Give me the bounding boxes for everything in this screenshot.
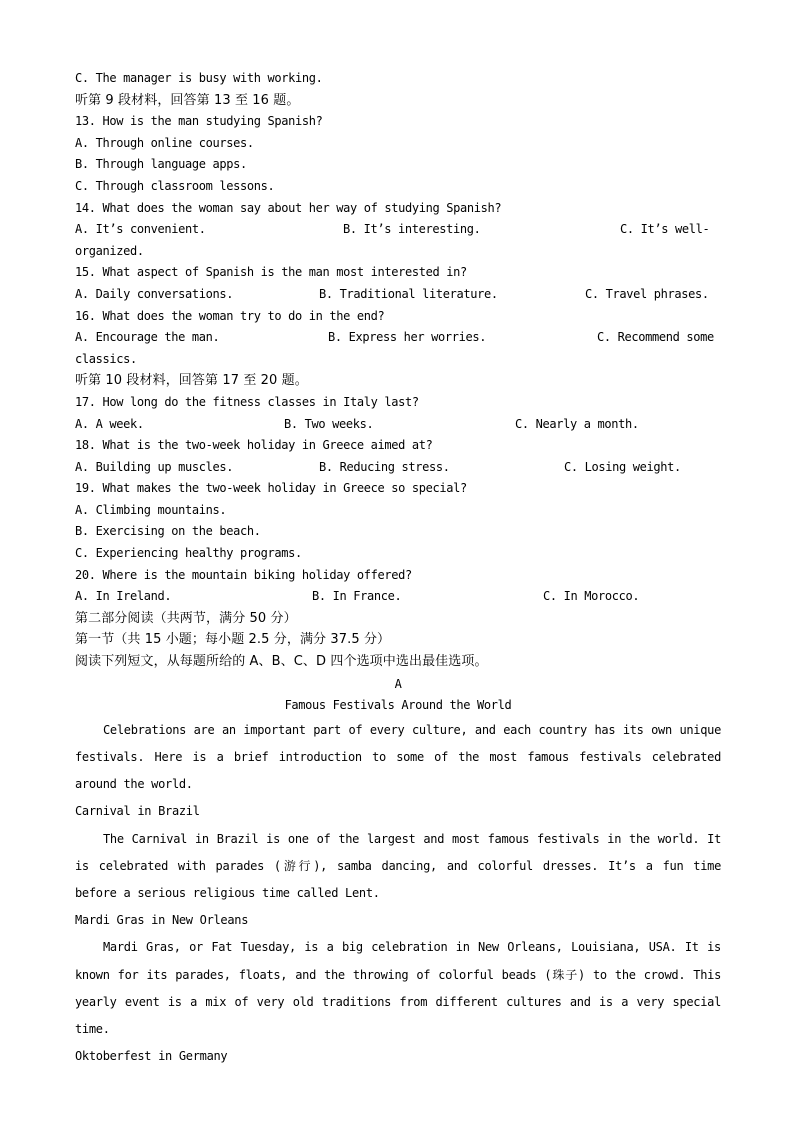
q18-option-c: C. Losing weight. [564, 459, 681, 474]
q15-option-a: A. Daily conversations. [75, 286, 234, 301]
q15-options [75, 284, 721, 306]
q18-option-b: B. Reducing stress. [319, 459, 450, 474]
q19-option-b: B. Exercising on the beach. [75, 524, 261, 539]
q14-option-a: A. It’s convenient. [75, 222, 206, 237]
q13-option-c: C. Through classroom lessons. [75, 178, 275, 193]
q18-stem: 18. What is the two-week holiday in Greece aimed at? [75, 438, 433, 453]
q14-option-c: C. It’s well- [620, 222, 710, 237]
exam-page [75, 68, 721, 1070]
passage-intro-paragraph: Celebrations are an important part of every culture, and each country has its own unique festivals. Here is a brief introduction to some of the most famous festivals celebrated around the world. [75, 722, 721, 792]
section-9-instruction: 听第 9 段材料，回答第 13 至 16 题。 [75, 92, 300, 108]
q16-stem: 16. What does the woman try to do in the end? [75, 308, 385, 323]
q16-option-b: B. Express her worries. [328, 330, 487, 345]
q19-option-a: A. Climbing mountains. [75, 502, 227, 517]
q15-option-c: C. Travel phrases. [585, 286, 709, 301]
festival-heading-new-orleans: Mardi Gras in New Orleans [75, 913, 249, 928]
q12-option-c: C. The manager is busy with working. [75, 71, 323, 85]
passage-title: Famous Festivals Around the World [284, 698, 512, 713]
festival-paragraph-brazil: The Carnival in Brazil is one of the largest and most famous festivals in the world. It is celebrated with parades (游行), samba dancing, and colorful dresses. It’s a fun time before a serious religious time called Lent. [75, 831, 721, 901]
q19-stem: 19. What makes the two-week holiday in Greece so special? [75, 481, 467, 496]
q17-stem: 17. How long do the fitness classes in Italy last? [75, 394, 419, 409]
q17-option-c: C. Nearly a month. [515, 416, 639, 431]
q20-options [75, 586, 721, 608]
reading-section-title: 第一节（共 15 小题；每小题 2.5 分，满分 37.5 分） [75, 632, 391, 648]
q13-stem: 13. How is the man studying Spanish? [75, 114, 323, 129]
q16-option-a: A. Encourage the man. [75, 330, 220, 345]
q20-stem: 20. Where is the mountain biking holiday offered? [75, 567, 412, 582]
q20-option-c: C. In Morocco. [543, 589, 640, 604]
reading-part-title: 第二部分阅读（共两节，满分 50 分） [75, 610, 297, 626]
q14-options [75, 219, 721, 241]
q20-option-b: B. In France. [312, 589, 402, 604]
q16-option-c-continued: classics. [75, 351, 137, 366]
q17-options [75, 414, 721, 436]
q14-stem: 14. What does the woman say about her way of studying Spanish? [75, 200, 502, 215]
section-10-instruction: 听第 10 段材料，回答第 17 至 20 题。 [75, 373, 308, 389]
q13-option-b: B. Through language apps. [75, 157, 247, 172]
q19-option-c: C. Experiencing healthy programs. [75, 546, 302, 561]
passage-letter: A [394, 676, 402, 691]
q15-stem: 15. What aspect of Spanish is the man most interested in? [75, 265, 467, 280]
q17-option-a: A. A week. [75, 416, 144, 431]
festival-heading-germany: Oktoberfest in Germany [75, 1049, 228, 1064]
q18-options [75, 457, 721, 479]
q13-option-a: A. Through online courses. [75, 135, 254, 150]
q14-option-c-continued: organized. [75, 243, 144, 258]
q18-option-a: A. Building up muscles. [75, 459, 234, 474]
reading-instructions: 阅读下列短文，从每题所给的 A、B、C、D 四个选项中选出最佳选项。 [75, 654, 488, 670]
q16-option-c: C. Recommend some [597, 330, 714, 345]
q16-options [75, 327, 721, 349]
q20-option-a: A. In Ireland. [75, 589, 172, 604]
festival-paragraph-new-orleans: Mardi Gras, or Fat Tuesday, is a big celebration in New Orleans, Louisiana, USA. It is known for its parades, floats, and the throwing of colorful beads (珠子) to the crowd. This yearly event is a mix of very old traditions from different cultures and is a very special time. [75, 940, 721, 1037]
q17-option-b: B. Two weeks. [284, 416, 374, 431]
q14-option-b: B. It’s interesting. [343, 222, 481, 237]
q15-option-b: B. Traditional literature. [319, 286, 498, 301]
festival-heading-brazil: Carnival in Brazil [75, 804, 200, 819]
